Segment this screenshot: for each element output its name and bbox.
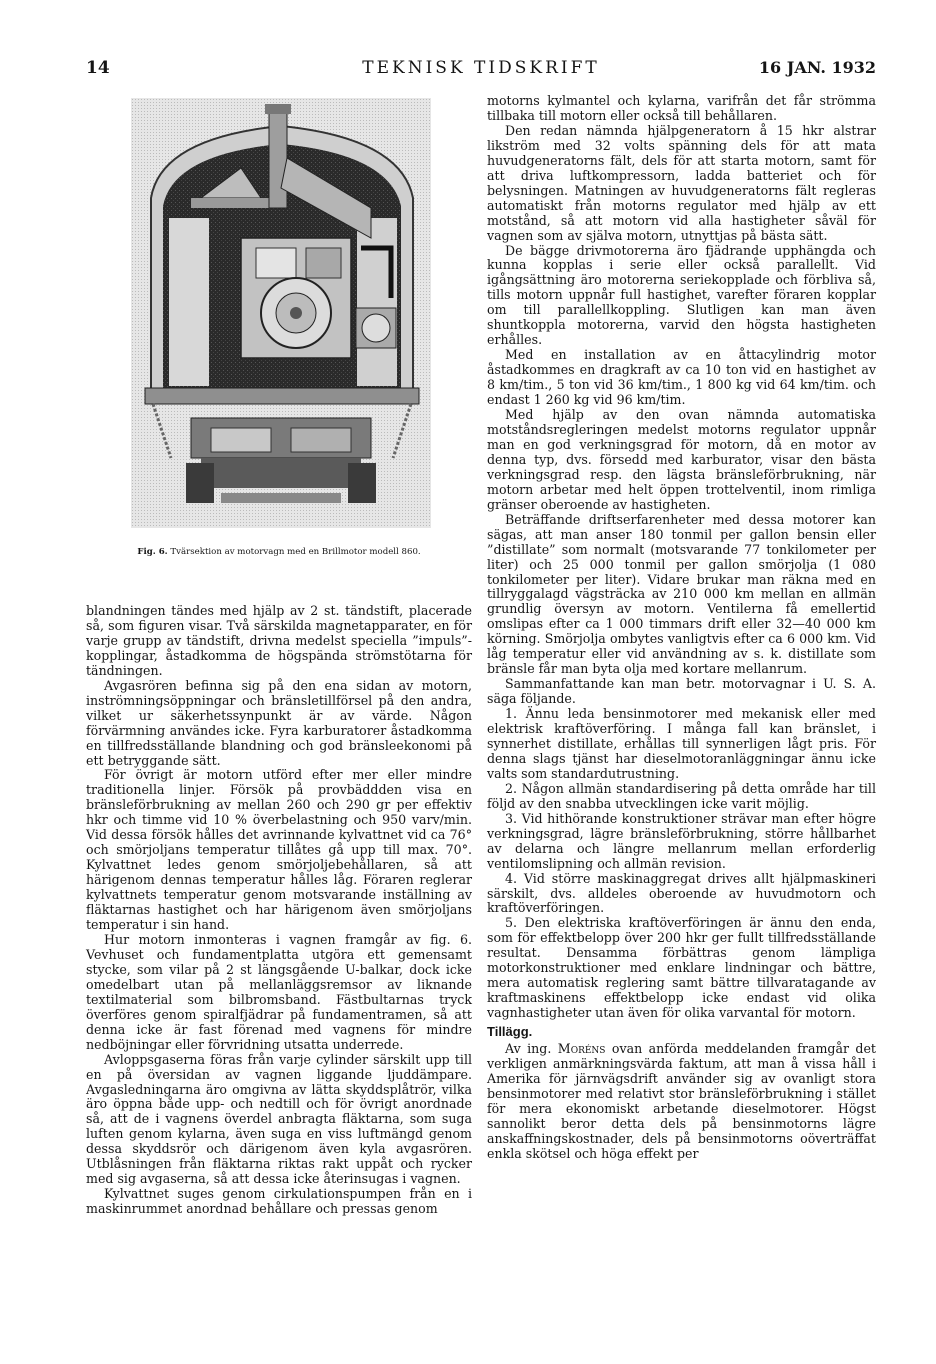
- addendum-text: ovan anförda meddelanden framgår det verkligen anmärkningsvärda faktum, att man å vissa håll i Amerika för järnvägsdrift använder sig av ovanligt stora bensinmotorer med relativt stor bränsleförbrukning i stället för mera ekonomiskt arbetande dieselmotorer. Högst sannolikt beror detta dels på bensinmotorns lägre anskaffningskostnader, dels på bensinmotorns oöverträffat enkla skötsel och höga effekt per: [487, 1041, 876, 1161]
- issue-date: 16 JAN. 1932: [758, 58, 876, 77]
- list-item: 5. Den elektriska kraftöverföringen är ännu den enda, som för effektbelopp över 200 hkr ger fullt tillfredsställande resultat. Densamma förbättras genom lämpliga motorkonstruktioner med enklare lindningar och bättre, mera automatisk reglering samt bättre tillvaratagande av kraftmaskinens effektbelopp icke endast vid olika vagnhastigheter utan även för olika varvantal för motorn.: [487, 915, 876, 1021]
- author-name: Moréns: [557, 1041, 606, 1057]
- right-column: [487, 94, 876, 1162]
- paragraph: Avgasrören befinna sig på den ena sidan av motorn, inströmningsöppningar och bränsletillförsel på den andra, vilket ur säkerhetssynpunkt är av värde. Någon förvärmning användes icke. Fyra karburatorer åstadkomma en tillfredsställande blandning och god bränsleekonomi på ett betryggande sätt.: [86, 677, 472, 768]
- addendum-paragraph: [487, 1042, 876, 1162]
- paragraph: Avloppsgaserna föras från varje cylinder särskilt upp till en på översidan av vagnen liggande ljuddämpare. Avgasledningarna äro omgivna av lätta skyddsplåtrör, vilka äro öppna både upp- och nedtill och för övrigt anordnade så, att de i vagnens överdel anbragta fläktarna, som suga luften genom kylarna, även suga en viss luftmängd genom dessa skyddsrör och därigenom även kyla avgasrören. Utblåsningen från fläktarna riktas rakt uppåt och rycker med sig avgaserna, så att dessa icke återinsugas i vagnen.: [86, 1051, 472, 1187]
- addendum-prefix: Av ing.: [505, 1041, 552, 1057]
- paragraph: Beträffande driftserfarenheter med dessa motorer kan sägas, att man anser 180 tonmil per gallon bensin eller ”distillate” som normalt (motsvarande 77 tonkilometer per liter) och 25 000 tonmil per gallon smörjolja (1 080 tonkilometer per liter). Vidare brukar man räkna med en tillryggalagd vägsträcka av 210 000 km mellan en allmän grundlig översyn av motorn. Ventilerna få emellertid omslipas efter ca 1 000 timmars drift eller 32—40 000 km körning. Smörjolja ombytes vanligtvis efter ca 6 000 km. Vid låg temperatur eller vid användning av s. k. distillate som bränsle får man byta olja med kortare mellanrum.: [487, 511, 876, 677]
- figure-caption: [86, 546, 472, 558]
- paragraph: Kylvattnet suges genom cirkulationspumpen från en i maskinrummet anordnad behållare och pressas genom: [86, 1186, 472, 1217]
- figure-motor-car-cross-section: [131, 98, 431, 528]
- paragraph: motorns kylmantel och kylarna, varifrån det får strömma tillbaka till motorn eller också till behållaren.: [487, 93, 876, 123]
- paragraph: De bägge drivmotorerna äro fjädrande upphängda och kunna kopplas i serie eller också parallellt. Vid igångsättning äro motorerna seriekopplade och förbliva så, tills motorn uppnår full hastighet, varefter föraren kopplar om till parallellkoppling. Slutligen kan man även shuntkoppla motorerna, varvid den högsta hastigheten erhålles.: [487, 242, 876, 348]
- paragraph: För övrigt är motorn utförd efter mer eller mindre traditionella linjer. Försök på provbäddden visa en bränsleförbrukning av mellan 260 och 290 gr per effektiv hkr och timme vid 10 % överbelastning och 950 varv/min. Vid dessa försök hålles det avrinnande kylvattnet vid ca 76° och smörjoljans temperatur tillåtes gå upp till max. 70°. Kylvattnet ledes genom smörjoljebehållaren, så att härigenom dennas temperatur hålles låg. Föraren reglerar kylvattnets temperatur genom motsvarande inställning av fläktarnas hastighet och har härigenom även smörjoljans temperatur i sin hand.: [86, 767, 472, 933]
- list-item: 1. Ännu leda bensinmotorer med mekanisk eller med elektrisk kraftöverföring. I många fall kan bränslet, i synnerhet distillate, erhållas till synnerligen lågt pris. För denna slags tjänst har dieselmotoranläggningar ännu icke valts som standardutrustning.: [487, 706, 876, 781]
- paragraph: Sammanfattande kan man betr. motorvagnar i U. S. A. säga följande.: [487, 676, 876, 707]
- list-item: 4. Vid större maskinaggregat drives allt hjälpmaskineri särskilt, dvs. alldeles oberoende av huvudmotorn och kraftöverföringen.: [487, 870, 876, 916]
- list-item: 3. Vid hithörande konstruktioner strävar man efter högre verkningsgrad, lägre bränsleförbrukning, större hållbarhet av delarna och längre mellanrum mellan erforderlig ventilomslipning och allmän revision.: [487, 810, 876, 871]
- motor-car-cross-section-illustration: [131, 98, 431, 528]
- page-number: 14: [86, 58, 110, 78]
- paragraph: blandningen tändes med hjälp av 2 st. tändstift, placerade så, som figuren visar. Två särskilda magnetapparater, en för varje grupp av tändstift, drivna medelst speciella ”impuls”-kopplingar, åstadkomma de högspända strömstötarna för tändningen.: [86, 603, 472, 678]
- paragraph: Den redan nämnda hjälpgeneratorn å 15 hkr alstrar likström med 32 volts spänning dels för att mata huvudgeneratorns fält, dels för att starta motorn, samt för att driva luftkompressorn, ladda batteriet och för belysningen. Matningen av huvudgeneratorns fält regleras automatiskt från motorns regulator med hjälp av ett motstånd, så att motorn vid alla hastigheter såväl för vagnen som av själva motorn, utnyttjas på bästa sätt.: [487, 122, 876, 243]
- paragraph: Med en installation av en åttacylindrig motor åstadkommes en dragkraft av ca 10 ton vid en hastighet av 8 km/tim., 5 ton vid 36 km/tim., 1 800 kg vid 64 km/tim. och endast 1 260 kg vid 96 km/tim.: [487, 347, 876, 408]
- paragraph: Med hjälp av den ovan nämnda automatiska motståndsregleringen medelst motorns regulator uppnår man en god verkningsgrad för motorn, då en motor av denna typ, dvs. försedd med karburator, visar den bästa verkningsgrad resp. den lägsta bränsleförbrukning, när motorn arbetar med helt öppen trottelventil, inom rimliga gränser oberoende av hastigheten.: [487, 407, 876, 512]
- section-heading: Tillägg.: [487, 1024, 533, 1040]
- left-column: [86, 604, 472, 1217]
- caption-text: Tvärsektion av motorvagn med en Brillmotor modell 860.: [170, 547, 421, 557]
- paragraph: Hur motorn inmonteras i vagnen framgår av fig. 6. Vevhuset och fundamentplatta utgöra ett gemensamt stycke, som vilar på 2 st längsgående U-balkar, dock icke omedelbart utan på mellanläggsremsor av liknande textilmaterial som bilbromsband. Fästbultarnas tryck överföres genom spiralfjädrar på fundamentramen, så att denna icke är fast förenad med vagnens för mindre nedböjningar eller förvridning utsatta underrede.: [86, 931, 472, 1052]
- caption-label: Fig. 6.: [137, 547, 168, 557]
- page-header: [86, 58, 876, 82]
- list-item: 2. Någon allmän standardisering på detta område har till följd av den snabba utvecklingen icke varit möjlig.: [487, 780, 876, 811]
- journal-title: TEKNISK TIDSKRIFT: [362, 58, 600, 78]
